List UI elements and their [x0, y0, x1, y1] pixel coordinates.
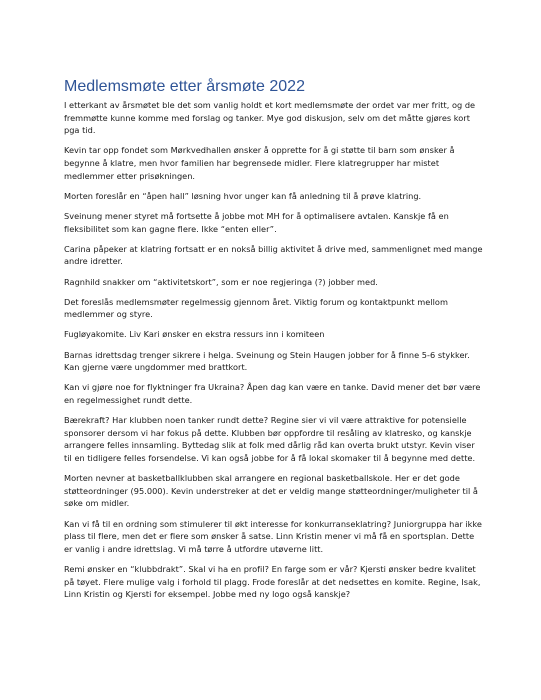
paragraph-activity-card: Ragnhild snakker om “aktivitetskort”, som er noe regjeringa (?) jobber med. — [64, 276, 378, 287]
paragraph-basketball-school: Morten nevner at basketballklubben skal arrangere en regional basketballskole. Her er det gode støtteordninger (95.000). Kevin understreker at det er veldig mange støtteordninger/muligheter til å søke om midler. — [64, 473, 478, 509]
paragraph-competition-climbing: Kan vi få til en ordning som stimulerer til økt interesse for konkurranseklatring? Juniorgruppa har ikke plass til flere, men det er flere som ønsker å satse. Linn Kristin mener vi må få en sportsplan. Dette er vanlig i andre idrettslag. Vi må tørre å utfordre utøverne litt. — [64, 518, 482, 554]
paragraph-sustainability: Bærekraft? Har klubben noen tanker rundt dette? Regine sier vi vil være attraktive for potensielle sponsorer dersom vi har fokus på dette. Klubben bør oppfordre til resåling av klatresko, og kanskje arrangere felles innsamling. Byttedag slik at folk med dårlig råd kan overta brukt utstyr. Kevin viser til en tidligere felles forsendelse. Vi kan også jobbe for å få lokal skomaker til å begynne med dette. — [64, 415, 476, 463]
paragraph-member-meetings: Det foreslås medlemsmøter regelmessig gjennom året. Viktig forum og kontaktpunkt mellom medlemmer og styre. — [64, 296, 448, 320]
paragraph-intro: I etterkant av årsmøtet ble det som vanlig holdt et kort medlemsmøte der ordet var mer fritt, og de fremmøtte kunne komme med forslag og tanker. Mye god diskusjon, selv om det måtte gjøres kort pga tid. — [64, 100, 476, 136]
document-body — [64, 77, 484, 608]
paragraph-fund: Kevin tar opp fondet som Mørkvedhallen ønsker å opprette for å gi støtte til barn som ønsker å begynne å klatre, men hvor familien har begrensede midler. Flere klatregrupper har mistet medlemmer etter prisøkningen. — [64, 145, 455, 181]
paragraph-open-hall: Morten foreslår en “åpen hall” løsning hvor unger kan få anledning til å prøve klatring. — [64, 190, 422, 201]
paragraph-cheap-activity: Carina påpeker at klatring fortsatt er en nokså billig aktivitet å drive med, sammenlignet med mange andre idretter. — [64, 243, 483, 267]
paragraph-ukraine: Kan vi gjøre noe for flyktninger fra Ukraina? Åpen dag kan være en tanke. David mener det bør være en regelmessighet rundt dette. — [64, 382, 481, 406]
paragraph-agreement: Sveinung mener styret må fortsette å jobbe mot MH for å optimalisere avtalen. Kanskje få en fleksibilitet som kan gagne flere. Ikke “enten eller”. — [64, 210, 449, 234]
document-title: Medlemsmøte etter årsmøte 2022 — [64, 78, 305, 95]
paragraph-club-outfit: Remi ønsker en “klubbdrakt”. Skal vi ha en profil? En farge som er vår? Kjersti ønsker bedre kvalitet på tøyet. Flere mulige valg i forhold til plagg. Frode foreslår at det nedsettes en komite. Regine, Isak, Linn Kristin og Kjersti for eksempel. Jobbe med ny logo også kanskje? — [64, 563, 481, 600]
paragraph-childrens-sports-day: Barnas idrettsdag trenger sikrere i helga. Sveinung og Stein Haugen jobber for å finne 5-6 stykker. Kan gjerne være ungdommer med brattkort. — [64, 349, 470, 373]
paragraph-fugloya-committee: Fugløyakomite. Liv Kari ønsker en ekstra ressurs inn i komiteen — [64, 329, 325, 340]
